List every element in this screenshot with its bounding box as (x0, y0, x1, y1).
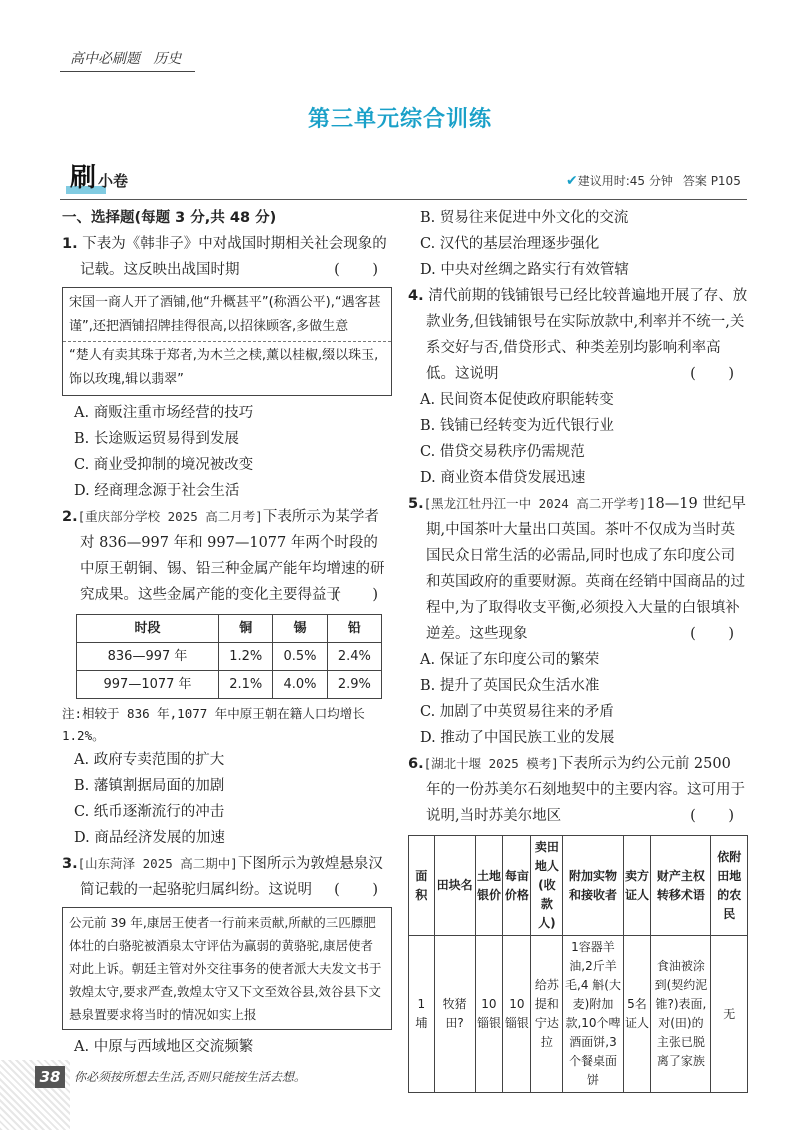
footer-motto: 你必须按所想去生活,否则只能按生活去想。 (74, 1070, 306, 1084)
answer-blank: ( ) (690, 808, 748, 824)
question-1 (62, 231, 392, 283)
table-header: 田块名 (434, 836, 475, 936)
q2-table (76, 614, 382, 699)
table-cell: 2.1% (219, 671, 273, 699)
q3-source: [山东菏泽 2025 高二期中] (77, 856, 238, 871)
table-header: 财产主权转移术语 (651, 836, 711, 936)
q5-option-d: D. 推动了中国民族工业的发展 (420, 730, 615, 746)
q3-option-c: C. 汉代的基层治理逐步强化 (420, 236, 600, 252)
running-header (70, 48, 181, 68)
table-cell: 10 锱银 (503, 936, 531, 1093)
right-column (408, 205, 748, 1093)
q2-note: 注:相较于 836 年,1077 年中原王朝在籍人口均增长 1.2%。 (62, 706, 365, 743)
answer-blank: ( ) (690, 366, 748, 382)
table-row (77, 671, 382, 699)
table-cell: 无 (711, 936, 748, 1093)
table-cell: 4.0% (273, 671, 327, 699)
table-cell: 0.5% (273, 643, 327, 671)
q4-option-d: D. 商业资本借贷发展迅速 (420, 470, 586, 486)
table-cell: 2.9% (327, 671, 381, 699)
q2-number: 2. (62, 509, 78, 525)
q1-option-d: D. 经商理念源于社会生活 (74, 483, 240, 499)
q2-option-a: A. 政府专卖范围的扩大 (74, 752, 225, 768)
q1-source-b: “楚人有卖其珠于郑者,为木兰之椟,薰以桂椒,缀以珠玉,饰以玫瑰,辑以翡翠” (69, 348, 379, 387)
section-badge (70, 163, 128, 193)
q2-option-b: B. 藩镇割据局面的加剧 (74, 778, 225, 794)
q6-source: [湖北十堰 2025 模考] (423, 756, 559, 771)
q5-number: 5. (408, 496, 424, 512)
q5-option-b: B. 提升了英国民众生活水准 (420, 678, 600, 694)
q2-source: [重庆部分学校 2025 高二月考] (77, 509, 263, 524)
table-cell: 食油被涂到(契约泥锥?)表面,对(田)的主张已脱离了家族 (651, 936, 711, 1093)
table-header: 卖田地人(收款人) (531, 836, 563, 936)
q1-number: 1. (62, 236, 78, 252)
header-rule (60, 71, 195, 72)
table-cell: 836—997 年 (77, 643, 219, 671)
badge-big-char: 刷 (70, 163, 97, 193)
q1-stem: 下表为《韩非子》中对战国时期相关社会现象的记载。这反映出战国时期 (80, 236, 387, 278)
table-cell: 5名证人 (623, 936, 651, 1093)
subject-name: 历史 (153, 51, 182, 67)
q1-option-b: B. 长途贩运贸易得到发展 (74, 431, 239, 447)
q4-option-a: A. 民间资本促使政府职能转变 (420, 392, 614, 408)
q3-stem: 下图所示为敦煌悬泉汉简记载的一起骆驼归属纠纷。这说明 (80, 856, 383, 898)
table-cell: 1 埔 (409, 936, 435, 1093)
answer-ref: 答案 P105 (682, 174, 741, 188)
table-header: 时段 (77, 615, 219, 643)
book-name: 高中必刷题 (70, 51, 140, 67)
badge-small-text: 小卷 (98, 172, 129, 190)
q2-stem: 下表所示为某学者对 836—997 年和 997—1077 年两个时段的中原王朝铜、锡、铅三种金属产能年均增速的研究成果。这些金属产能的变化主要得益于 (80, 509, 385, 603)
table-cell: 给苏提和宁达拉 (531, 936, 563, 1093)
q6-stem: 下表所示为约公元前 2500 年的一份苏美尔石刻地契中的主要内容。这可用于说明,当时苏美尔地区 (426, 756, 745, 824)
q3-option-a: A. 中原与西域地区交流频繁 (74, 1039, 254, 1055)
answer-blank: ( ) (334, 262, 392, 278)
table-header: 铅 (327, 615, 381, 643)
top-rule (60, 199, 747, 200)
page-number: 38 (35, 1066, 65, 1088)
table-header: 卖方证人 (623, 836, 651, 936)
answer-blank: ( ) (334, 882, 392, 898)
q3-option-d: D. 中央对丝绸之路实行有效管辖 (420, 262, 629, 278)
q3-source-text: 公元前 39 年,康居王使者一行前来贡献,所献的三匹膘肥体壮的白骆驼被酒泉太守评估为赢弱的黄骆驼,康居使者对此上诉。朝廷主管对外交往事务的使者派大夫发文书于敦煌太守,要求严查,敦煌太守又下文至效谷县,效谷县下文悬泉置要求将当时的情况如实上报 (69, 915, 382, 1022)
q1-option-a: A. 商贩注重市场经营的技巧 (74, 405, 254, 421)
q1-option-c: C. 商业受抑制的境况被改变 (74, 457, 254, 473)
q3-source-box (62, 907, 392, 1030)
question-2 (62, 504, 392, 608)
suggested-time: 建议用时:45 分钟 (577, 174, 673, 188)
answer-blank: ( ) (334, 587, 392, 603)
q5-option-a: A. 保证了东印度公司的繁荣 (420, 652, 600, 668)
check-icon: ✔ (566, 173, 578, 189)
table-row (409, 936, 748, 1093)
timing-info (566, 172, 741, 189)
table-cell: 997—1077 年 (77, 671, 219, 699)
q5-option-c: C. 加剧了中英贸易往来的矛盾 (420, 704, 614, 720)
q4-option-c: C. 借贷交易秩序仍需规范 (420, 444, 585, 460)
table-header: 面积 (409, 836, 435, 936)
table-cell: 1容器羊油,2斤羊毛,4 斛(大麦)附加款,10个啤酒面饼,3个餐桌面饼 (563, 936, 623, 1093)
q4-stem: 清代前期的钱铺银号已经比较普遍地开展了存、放款业务,但钱铺银号在实际放款中,利率并不统一,关系交好与否,借贷形式、种类差别均影响利率高低。这说明 (426, 288, 748, 382)
table-header: 锡 (273, 615, 327, 643)
answer-blank: ( ) (690, 626, 748, 642)
table-cell: 2.4% (327, 643, 381, 671)
q5-source: [黑龙江牡丹江一中 2024 高二开学考] (423, 496, 647, 511)
section-heading: 一、选择题(每题 3 分,共 48 分) (62, 210, 277, 226)
table-header: 土地银价 (475, 836, 503, 936)
table-cell: 1.2% (219, 643, 273, 671)
left-column (62, 205, 392, 1060)
table-row (77, 643, 382, 671)
q4-number: 4. (408, 288, 424, 304)
question-6 (408, 751, 748, 829)
table-header: 每亩价格 (503, 836, 531, 936)
q1-source-box (62, 287, 392, 396)
box-divider (63, 341, 391, 342)
question-4 (408, 283, 748, 387)
table-cell: 10 锱银 (475, 936, 503, 1093)
table-cell: 牧猪田? (434, 936, 475, 1093)
unit-title: 第三单元综合训练 (297, 103, 503, 137)
q1-source-a: 宋国一商人开了酒铺,他“升概甚平”(称酒公平),“遇客甚谨”,还把酒铺招牌挂得很高,以招徕顾客,多做生意 (69, 295, 381, 334)
q2-option-c: C. 纸币逐渐流行的冲击 (74, 804, 225, 820)
q6-table (408, 835, 748, 1093)
table-header: 依附田地的农民 (711, 836, 748, 936)
table-header: 铜 (219, 615, 273, 643)
q6-number: 6. (408, 756, 424, 772)
q3-option-b: B. 贸易往来促进中外文化的交流 (420, 210, 629, 226)
q4-option-b: B. 钱铺已经转变为近代银行业 (420, 418, 614, 434)
q5-stem: 18—19 世纪早期,中国茶叶大量出口英国。茶叶不仅成为当时英国民众日常生活的必需品,同时也成了东印度公司和英国政府的重要财源。英商在经销中国商品的过程中,为了取得收支平衡,必须投入大量的白银填补逆差。这些现象 (426, 496, 746, 642)
question-5 (408, 491, 748, 647)
q3-number: 3. (62, 856, 78, 872)
table-header: 附加实物和接收者 (563, 836, 623, 936)
question-3 (62, 851, 392, 903)
q2-option-d: D. 商品经济发展的加速 (74, 830, 225, 846)
